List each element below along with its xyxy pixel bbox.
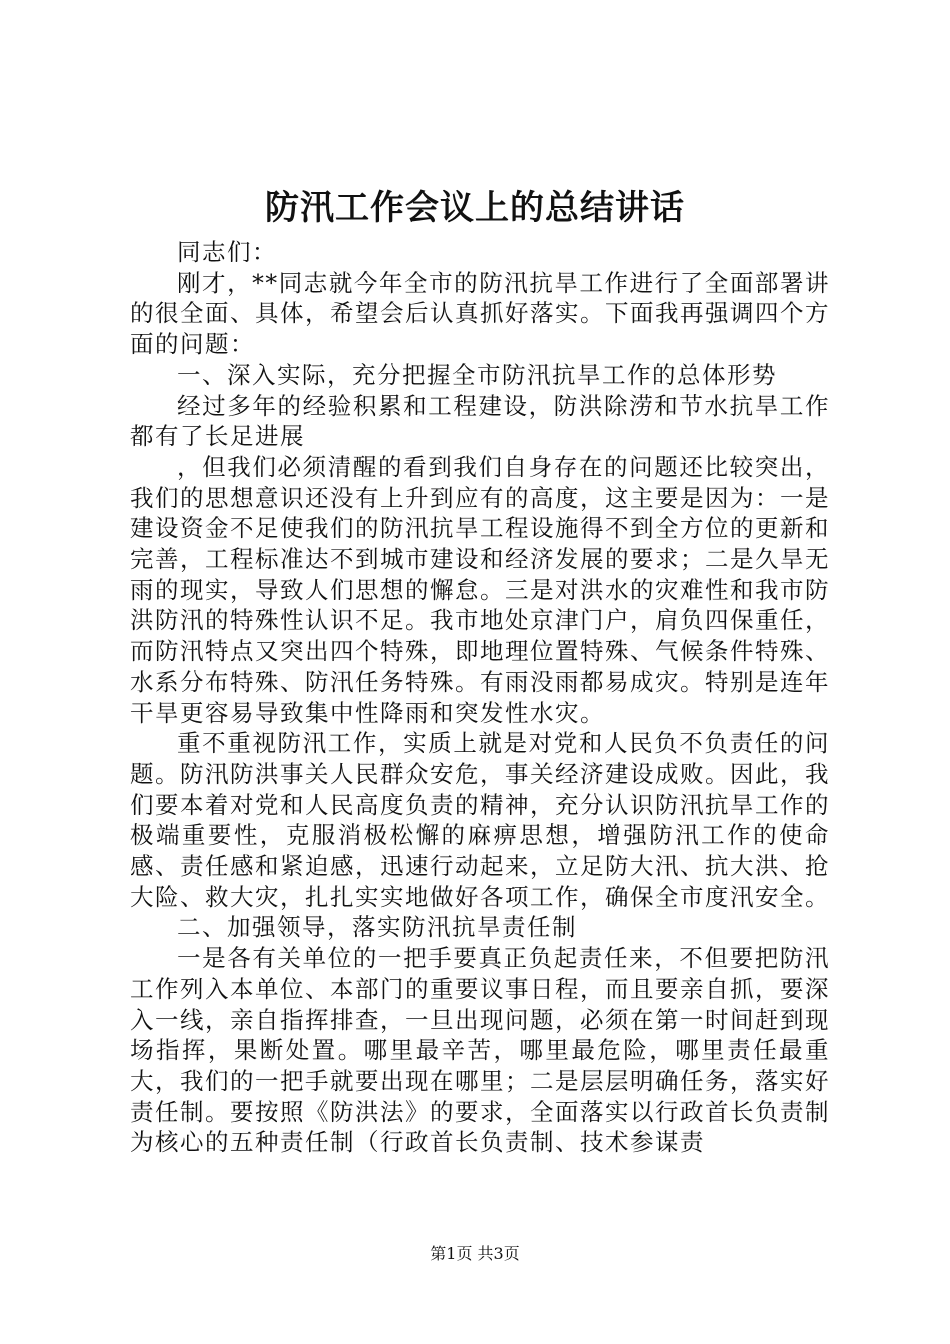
paragraph: 经过多年的经验积累和工程建设，防洪除涝和节水抗旱工作都有了长足进展 [130,391,830,451]
paragraph: 一是各有关单位的一把手要真正负起责任来，不但要把防汛工作列入本单位、本部门的重要议事日程，而且要亲自抓，要深入一线，亲自指挥排查，一旦出现问题，必须在第一时间赶到现场指挥，果断处置。哪里最辛苦，哪里最危险，哪里责任最重大，我们的一把手就要出现在哪里；二是层层明确任务，落实好责任制。要按照《防洪法》的要求，全面落实以行政首长负责制为核心的五种责任制（行政首长负责制、技术参谋责 [130,944,830,1157]
paragraph: 重不重视防汛工作，实质上就是对党和人民负不负责任的问题。防汛防洪事关人民群众安危，事关经济建设成败。因此，我们要本着对党和人民高度负责的精神，充分认识防汛抗旱工作的极端重要性，克服消极松懈的麻痹思想，增强防汛工作的使命感、责任感和紧迫感，迅速行动起来，立足防大汛、抗大洪、抢大险、救大灾，扎扎实实地做好各项工作，确保全市度汛安全。 [130,729,830,911]
document-body [130,237,830,1158]
section-heading-2: 二、加强领导，落实防汛抗旱责任制 [177,913,577,942]
page-number-footer: 第1页 共3页 [430,1244,520,1263]
paragraph-salutation: 同志们： [177,238,277,266]
paragraph: ，但我们必须清醒的看到我们自身存在的问题还比较突出，我们的思想意识还没有上升到应有的高度，这主要是因为：一是建设资金不足使我们的防汛抗旱工程设施得不到全方位的更新和完善，工程标准达不到城市建设和经济发展的要求；二是久旱无雨的现实，导致人们思想的懈怠。三是对洪水的灾难性和我市防洪防汛的特殊性认识不足。我市地处京津门户，肩负四保重任，而防汛特点又突出四个特殊，即地理位置特殊、气候条件特殊、水系分布特殊、防汛任务特殊。有雨没雨都易成灾。特别是连年干旱更容易导致集中性降雨和突发性水灾。 [130,452,830,727]
paragraph-opening: 刚才，**同志就今年全市的防汛抗旱工作进行了全面部署讲的很全面、具体，希望会后认真抓好落实。下面我再强调四个方面的问题： [130,268,830,359]
section-heading-1: 一、深入实际，充分把握全市防汛抗旱工作的总体形势 [177,360,777,389]
document-title: 防汛工作会议上的总结讲话 [265,188,685,228]
